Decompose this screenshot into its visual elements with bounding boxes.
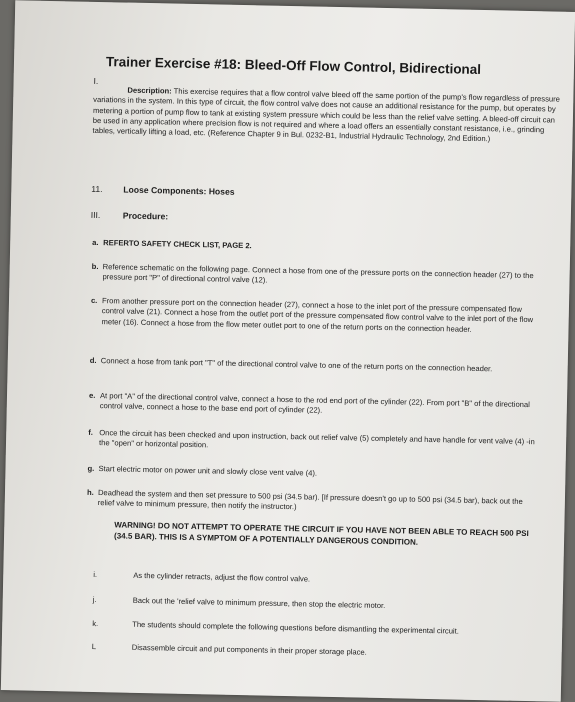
section-2-numeral: 11.: [91, 183, 103, 195]
step-e: e. At port "A" of the directional control valve, connect a hose to the rod end port of the cylinder (22). From port "B" of the directional control valve, connect a hose to the base end port of cylinder (22).: [88, 390, 530, 416]
section-1-numeral: I.: [93, 75, 99, 86]
step-f: f. Once the circuit has been checked and upon instruction, back out relief valve (5) completely and have handle for vent valve (4) -in the "open" or horizontal position.: [88, 427, 535, 450]
worksheet-page: [1, 0, 575, 702]
step-g: g. Start electric motor on power unit and slowly close vent valve (4).: [87, 463, 318, 478]
procedure-label: Procedure:: [122, 210, 169, 222]
step-a: a. REFERTO SAFETY CHECK LIST, PAGE 2.: [92, 237, 252, 251]
step-h: h. Deadhead the system and then set pressure to 500 psi (34.5 bar). [If pressure doesn't go up to 500 psi (34.5 bar), back out the relief valve to minimum pressure, then notify the instructor.): [86, 487, 523, 512]
description-label: Description:: [127, 85, 172, 96]
description-text: This exercise requires that a flow control valve bleed off the same portion of the pump's flow regardless of pressure variations in the system. In this type of circuit, the flow control valve does not cause an additional resistance for the pump, but operates by metering a portion of pump flow to tank at existing system pressure which could be less than the relief valve setting. A bleed-off circuit can be used in any application where precision flow is not required and where a load offers an essentially constant resistance, i.e., grinding tables, vertically lifting a load, etc. (Reference Chapter 9 in Bul. 0232-B1, Industrial Hydraulic Technology, 2nd Edition.): [92, 86, 560, 144]
warning-notice: WARNING! DO NOT ATTEMPT TO OPERATE THE CIRCUIT IF YOU HAVE NOT BEEN ABLE TO REACH 500 PSI (34.5 BAR). THIS IS A SYMPTOM OF A POTENTIALLY DANGEROUS CONDITION.: [114, 520, 529, 547]
exercise-title: Trainer Exercise #18: Bleed-Off Flow Control, Bidirectional: [105, 54, 482, 77]
step-b: b. Reference schematic on the following page. Connect a hose from one of the pressure ports on the connection header (27) to the pressure port "P" of directional control valve (12).: [91, 261, 534, 285]
substep-k: k. The students should complete the following questions before dismantling the experimental circuit.: [92, 618, 459, 636]
section-3-numeral: III.: [90, 209, 101, 221]
loose-components-label: Loose Components: Hoses: [123, 184, 235, 197]
description-paragraph: [92, 85, 561, 146]
procedure-steps: [86, 237, 552, 512]
substep-l: L Disassemble circuit and put components in their proper storage place.: [91, 641, 367, 657]
step-d: d. Connect a hose from tank port "T" of the directional control valve to one of the return ports on the connection header.: [89, 355, 493, 374]
step-c: c. From another pressure port on the connection header (27), connect a hose to the inlet port of the pressure compensated flow control valve (21). Connect a hose from the outlet port of the pressure compensated flow control valve to the inlet port of the flow meter (16). Connect a hose from the flow meter outlet port to one of the return ports on the connection header.: [90, 295, 534, 334]
substep-i: i. As the cylinder retracts, adjust the flow control valve.: [93, 569, 311, 584]
substep-j: j. Back out the 'relief valve to minimum pressure, then stop the electric motor.: [92, 594, 386, 611]
